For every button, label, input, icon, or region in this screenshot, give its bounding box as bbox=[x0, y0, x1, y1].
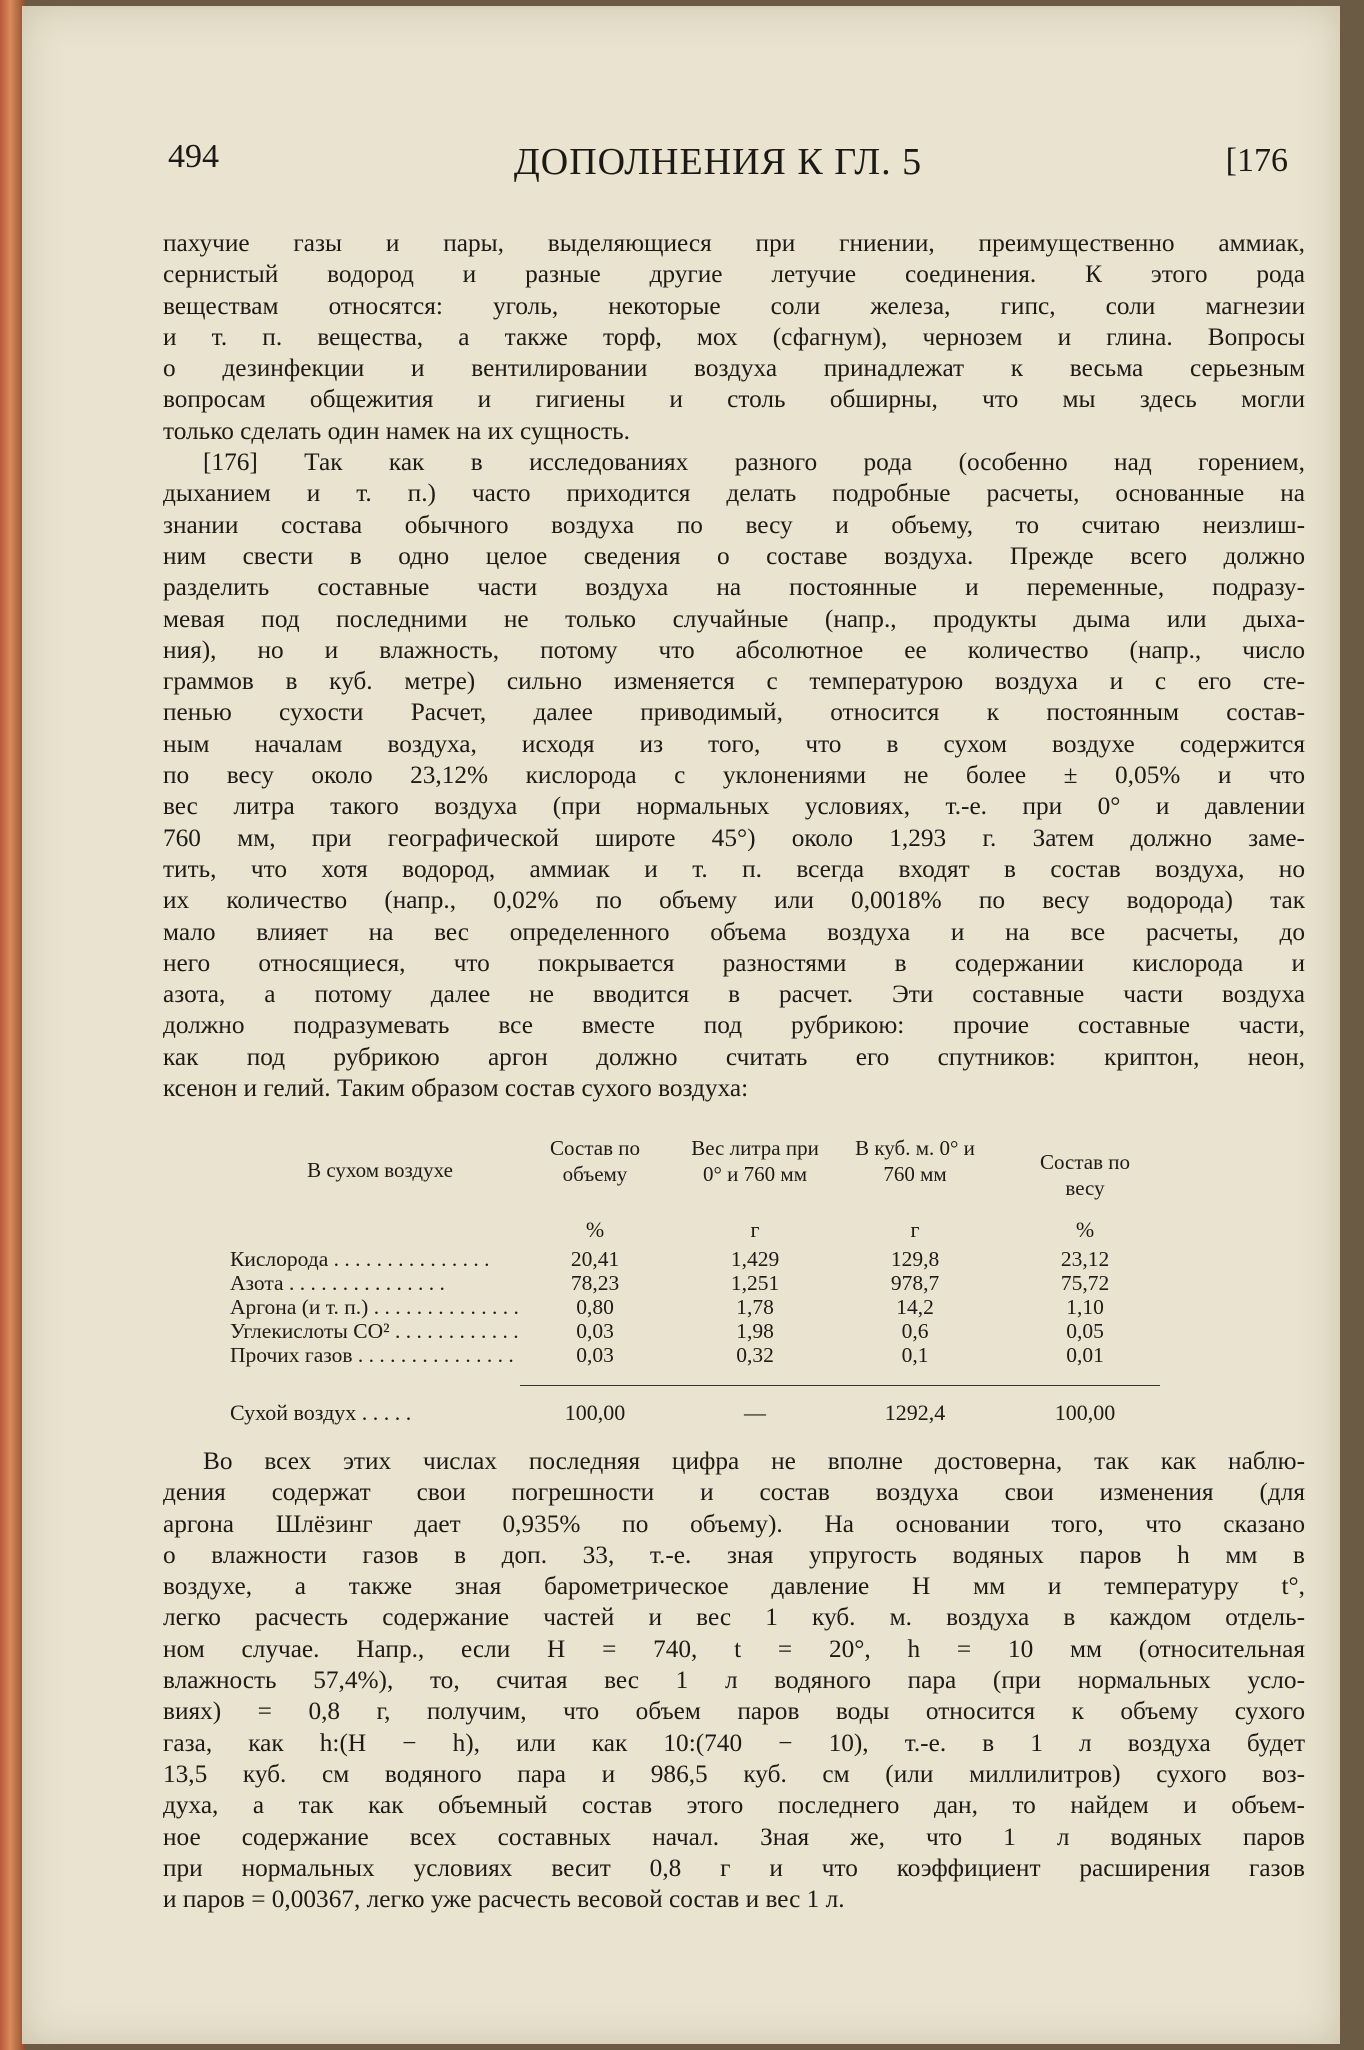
cell-weight: 23,12 bbox=[1060, 1247, 1110, 1271]
cell-volume: 78,23 bbox=[570, 1271, 620, 1295]
text-block-lower bbox=[163, 1446, 1305, 1915]
text-line: духа, а так как объемный состав этого последнего дан, то найдем и объем- bbox=[163, 1791, 1305, 1820]
text-line: как под рубрикою аргон должно считать его спутников: криптон, неон, bbox=[163, 1042, 1305, 1071]
text-line: воздухе, а также зная барометрическое давление H мм и температуру t°, bbox=[163, 1572, 1305, 1601]
total-weight: 100,00 bbox=[1054, 1400, 1116, 1425]
cell-cubic-metre: 978,7 bbox=[890, 1271, 940, 1295]
text-line: пахучие газы и пары, выделяющиеся при гниении, преимущественно аммиак, bbox=[163, 229, 1305, 257]
cell-litre: 1,429 bbox=[730, 1247, 780, 1271]
text-line: только сделать один намек на их сущность. bbox=[163, 416, 631, 445]
cell-weight: 0,05 bbox=[1066, 1319, 1104, 1343]
row-label: Прочих газов . . . bbox=[230, 1343, 520, 1368]
cell-weight: 75,72 bbox=[1060, 1271, 1110, 1295]
text-line: граммов в куб. метре) сильно изменяется с температурою воздуха и с его сте- bbox=[163, 667, 1305, 696]
cell-cubic-metre: 14,2 bbox=[896, 1295, 934, 1319]
total-cubic-metre: 1292,4 bbox=[884, 1400, 946, 1425]
text-line: легко расчесть содержание частей и вес 1 куб. м. воздуха в каждом отдель- bbox=[163, 1603, 1305, 1632]
cell-weight: 0,01 bbox=[1066, 1343, 1104, 1367]
text-line: разделить составные части воздуха на постоянные и переменные, подразу- bbox=[163, 573, 1305, 602]
text-line: виях) = 0,8 г, получим, что объем паров воды относится к объему сухого bbox=[163, 1697, 1305, 1726]
text-line: знании состава обычного воздуха по весу и объему, то считаю неизлиш- bbox=[163, 510, 1305, 539]
header-col-cubic-metre: В куб. м. 0° и 760 мм bbox=[855, 1136, 975, 1186]
text-line: их количество (напр., 0,02% по объему или 0,0018% по весу водорода) так bbox=[163, 886, 1305, 915]
cell-litre: 1,78 bbox=[736, 1295, 774, 1319]
table-row bbox=[230, 1271, 1170, 1295]
text-block-upper bbox=[163, 228, 1305, 1104]
text-line: мало влияет на вес определенного объема воздуха и на все расчеты, до bbox=[163, 917, 1305, 946]
section-reference: [176 bbox=[1225, 142, 1288, 179]
text-line: газа, как h:(H − h), или как 10:(740 − 10), т.-е. в 1 л воздуха будет bbox=[163, 1728, 1305, 1757]
header-col-litre-weight: Вес литра при 0° и 760 мм bbox=[691, 1136, 819, 1186]
text-line: ним свести в одно целое сведения о составе воздуха. Прежде всего должно bbox=[163, 541, 1305, 570]
text-line: него относящиеся, что покрывается разностями в содержании кислорода и bbox=[163, 948, 1305, 977]
text-line: азота, а потому далее не вводится в расчет. Эти составные части воздуха bbox=[163, 980, 1305, 1009]
header-col-volume: Состав по объему bbox=[549, 1136, 640, 1186]
page-header bbox=[148, 138, 1288, 188]
cell-cubic-metre: 129,8 bbox=[890, 1247, 940, 1271]
text-line: о влажности газов в доп. 33, т.-е. зная упругость водяных паров h мм в bbox=[163, 1540, 1305, 1569]
text-line: тить, что хотя водород, аммиак и т. п. всегда входят в состав воздуха, но bbox=[163, 854, 1305, 883]
text-line: дыханием и т. п.) часто приходится делать подробные расчеты, основанные на bbox=[163, 479, 1305, 508]
total-volume: 100,00 bbox=[564, 1400, 626, 1425]
header-col-substance: В сухом воздухе bbox=[307, 1158, 453, 1182]
text-line: и т. п. вещества, а также торф, мох (сфагнум), чернозем и глина. Вопросы bbox=[163, 322, 1305, 351]
row-label: Углекислоты CO² . . . bbox=[230, 1319, 520, 1344]
text-line: дения содержат свои погрешности и состав воздуха свои изменения (для bbox=[163, 1478, 1305, 1507]
text-line: аргона Шлёзинг дает 0,935% по объему). На основании того, что сказано bbox=[163, 1509, 1305, 1538]
cell-volume: 0,03 bbox=[576, 1319, 614, 1343]
table-total-rule bbox=[520, 1385, 1160, 1386]
text-line: веществам относятся: уголь, некоторые соли железа, гипс, соли магнезии bbox=[163, 291, 1305, 320]
text-line: 760 мм, при географической широте 45°) около 1,293 г. Затем должно заме- bbox=[163, 823, 1305, 852]
text-line: пенью сухости Расчет, далее приводимый, относится к постоянным состав- bbox=[163, 698, 1305, 727]
cell-litre: 1,251 bbox=[730, 1271, 780, 1295]
cell-cubic-metre: 0,1 bbox=[901, 1343, 929, 1367]
cell-litre: 1,98 bbox=[736, 1319, 774, 1343]
page-number: 494 bbox=[168, 138, 219, 175]
row-label: Аргона (и т. п.) . . . bbox=[230, 1295, 520, 1320]
text-line: ния), но и влажность, потому что абсолютное ее количество (напр., число bbox=[163, 635, 1305, 664]
unit-volume: % bbox=[585, 1217, 605, 1242]
text-line: мевая под последними не только случайные (напр., продукты дыма или дыха- bbox=[163, 604, 1305, 633]
text-line: ксенон и гелий. Таким образом состав сухого воздуха: bbox=[163, 1074, 749, 1103]
text-line: должно подразумевать все вместе под рубрикою: прочие составные части, bbox=[163, 1011, 1305, 1040]
cell-weight: 1,10 bbox=[1066, 1295, 1104, 1319]
text-line: и паров = 0,00367, легко уже расчесть весовой состав и вес 1 л. bbox=[163, 1885, 845, 1914]
running-title: ДОПОЛНЕНИЯ К ГЛ. 5 bbox=[513, 141, 923, 183]
text-line: вес литра такого воздуха (при нормальных условиях, т.-е. при 0° и давлении bbox=[163, 792, 1305, 821]
cell-volume: 20,41 bbox=[570, 1247, 620, 1271]
text-line: [176] Так как в исследованиях разного рода (особенно над горением, bbox=[203, 448, 1305, 477]
unit-weight: % bbox=[1075, 1217, 1095, 1242]
cell-cubic-metre: 0,6 bbox=[901, 1319, 929, 1343]
text-line: при нормальных условиях весит 0,8 г и что коэффициент расширения газов bbox=[163, 1853, 1305, 1882]
cell-volume: 0,03 bbox=[576, 1343, 614, 1367]
total-label: Сухой воздух . . . . . bbox=[230, 1400, 412, 1425]
cell-litre: 0,32 bbox=[736, 1343, 774, 1367]
unit-litre: г bbox=[750, 1217, 760, 1242]
text-line: 13,5 куб. см водяного пара и 986,5 куб. см (или миллилитров) сухого воз- bbox=[163, 1759, 1305, 1788]
total-litre: — bbox=[744, 1400, 766, 1425]
header-col-weight: Состав по весу bbox=[1039, 1150, 1130, 1200]
text-line: влажность 57,4%), то, считая вес 1 л водяного пара (при нормальных усло- bbox=[163, 1666, 1305, 1695]
text-line: ным началам воздуха, исходя из того, что в сухом воздухе содержится bbox=[163, 729, 1305, 758]
table-row bbox=[230, 1319, 1170, 1343]
text-line: ное содержание всех составных начал. Зная же, что 1 л водяных паров bbox=[163, 1822, 1305, 1851]
table-row bbox=[230, 1295, 1170, 1319]
table-row bbox=[230, 1247, 1170, 1271]
text-line: Во всех этих числах последняя цифра не вполне достоверна, так как наблю- bbox=[203, 1447, 1305, 1475]
unit-cubic-metre: г bbox=[910, 1217, 920, 1242]
table-row bbox=[230, 1343, 1170, 1367]
text-line: по весу около 23,12% кислорода с уклонениями не более ± 0,05% и что bbox=[163, 761, 1305, 790]
row-label: Кислорода . . . bbox=[230, 1247, 520, 1272]
row-label: Азота . . . bbox=[230, 1271, 520, 1296]
text-line: вопросам общежития и гигиены и столь обширны, что мы здесь могли bbox=[163, 385, 1305, 414]
text-line: ном случае. Напр., если H = 740, t = 20°, h = 10 мм (относительная bbox=[163, 1634, 1305, 1663]
cell-volume: 0,80 bbox=[576, 1295, 614, 1319]
text-line: о дезинфекции и вентилировании воздуха принадлежат к весьма серьезным bbox=[163, 354, 1305, 383]
text-line: сернистый водород и разные другие летучие соединения. К этого рода bbox=[163, 260, 1305, 289]
